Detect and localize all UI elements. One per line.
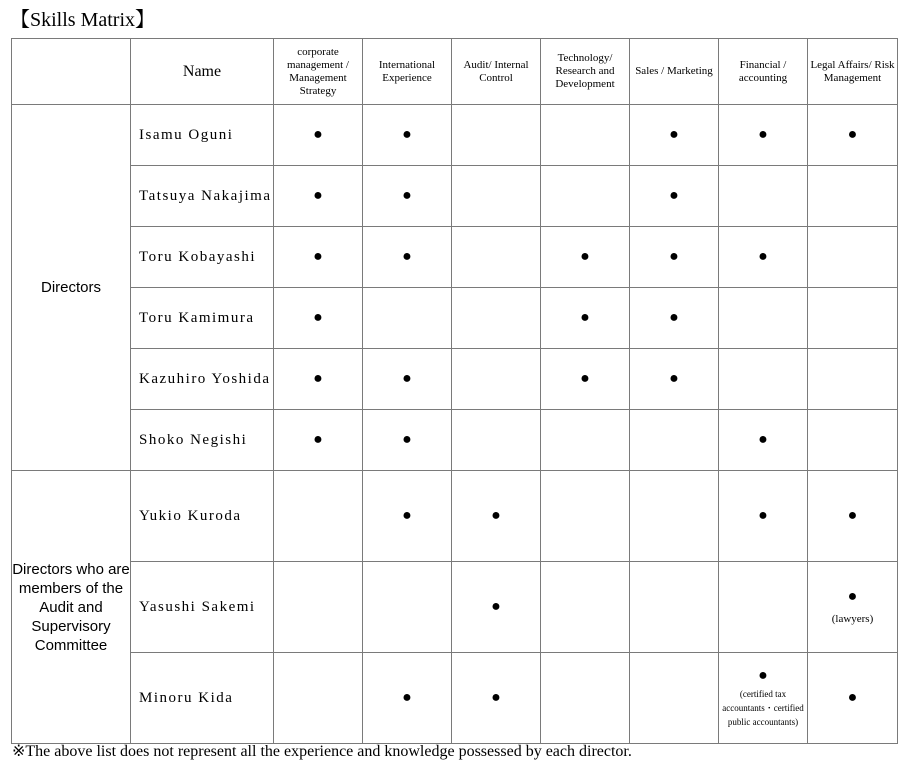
skill-marker-dot: ● (491, 598, 501, 615)
skill-cell (630, 471, 719, 562)
skill-cell (274, 410, 363, 471)
skill-cell (808, 653, 898, 744)
skill-cell (274, 288, 363, 349)
skill-cell (719, 653, 808, 744)
table-row (12, 349, 898, 410)
skill-marker-dot: ● (580, 370, 590, 387)
skill-marker-dot: ● (402, 431, 412, 448)
director-name: Yasushi Sakemi (131, 562, 274, 653)
skill-cell (274, 471, 363, 562)
skill-marker-dot: ● (313, 126, 323, 143)
skill-marker-dot: ● (402, 370, 412, 387)
skill-cell (274, 349, 363, 410)
table-row (12, 471, 898, 562)
skill-marker-dot: ● (402, 248, 412, 265)
table-row (12, 653, 898, 744)
skill-marker-dot: ● (313, 187, 323, 204)
skill-cell (719, 288, 808, 349)
skill-marker-dot: ● (847, 588, 858, 605)
skill-cell (719, 105, 808, 166)
skill-cell (541, 166, 630, 227)
skill-cell (274, 166, 363, 227)
skill-marker-dot: ● (402, 126, 412, 143)
skill-cell (808, 349, 898, 410)
skill-note: (certified tax accountants・certified public accountants) (722, 689, 804, 727)
skill-marker-dot: ● (847, 507, 858, 524)
skill-cell (630, 349, 719, 410)
skill-marker-dot: ● (402, 689, 412, 706)
table-row (12, 410, 898, 471)
skill-marker-dot: ● (313, 248, 323, 265)
footnote: ※The above list does not represent all the experience and knowledge possessed by each director. (12, 743, 632, 760)
skill-cell (630, 288, 719, 349)
skill-cell (541, 105, 630, 166)
corner-cell (12, 39, 131, 105)
skill-marker-dot: ● (669, 126, 679, 143)
skill-marker-dot: ● (758, 248, 768, 265)
skill-header-legal: Legal Affairs/ Risk Management (808, 39, 898, 105)
skill-marker-dot: ● (758, 126, 768, 143)
skill-cell (363, 288, 452, 349)
skill-cell (363, 349, 452, 410)
skill-marker-dot: ● (847, 126, 858, 143)
skill-cell (452, 227, 541, 288)
skill-marker-dot: ● (758, 431, 768, 448)
skill-marker-dot: ● (402, 507, 412, 524)
skill-marker-dot: ● (669, 309, 679, 326)
skill-marker-dot: ● (491, 507, 501, 524)
director-name: Minoru Kida (131, 653, 274, 744)
skill-marker-dot: ● (758, 667, 768, 684)
header-row (12, 39, 898, 105)
skill-marker-dot: ● (669, 187, 679, 204)
table-row (12, 105, 898, 166)
table-row (12, 227, 898, 288)
skill-note: (lawyers) (831, 613, 874, 625)
skill-cell (808, 166, 898, 227)
skill-header-audit: Audit/ Internal Control (452, 39, 541, 105)
table-row (12, 166, 898, 227)
skill-marker-dot: ● (758, 507, 768, 524)
skill-cell (808, 227, 898, 288)
skill-cell (808, 410, 898, 471)
skill-marker-dot: ● (669, 248, 679, 265)
skill-cell (630, 227, 719, 288)
page-title: 【Skills Matrix】 (10, 9, 156, 31)
skill-cell (719, 471, 808, 562)
skill-cell (363, 105, 452, 166)
skill-marker-dot: ● (313, 431, 323, 448)
skill-cell (630, 105, 719, 166)
matrix-body (12, 105, 898, 744)
director-name: Isamu Oguni (131, 105, 274, 166)
skill-header-management: corporate management / Management Strategy (274, 39, 363, 105)
table-row (12, 562, 898, 653)
skill-cell (363, 653, 452, 744)
skills-matrix-table (11, 38, 898, 744)
skill-cell (541, 562, 630, 653)
director-name: Toru Kamimura (131, 288, 274, 349)
skill-marker-dot: ● (847, 689, 858, 706)
skill-cell (630, 653, 719, 744)
skill-marker-dot: ● (313, 309, 323, 326)
skill-cell (541, 227, 630, 288)
skill-marker-dot: ● (580, 309, 590, 326)
skill-header-international: International Experience (363, 39, 452, 105)
skill-cell (452, 288, 541, 349)
skill-cell (541, 288, 630, 349)
skill-cell (719, 410, 808, 471)
skill-cell (274, 227, 363, 288)
skill-cell (808, 562, 898, 653)
skill-cell (719, 227, 808, 288)
skill-marker-dot: ● (402, 187, 412, 204)
skill-cell (452, 653, 541, 744)
director-name: Yukio Kuroda (131, 471, 274, 562)
skill-header-technology: Technology/ Research and Development (541, 39, 630, 105)
skill-cell (363, 410, 452, 471)
skill-cell (452, 105, 541, 166)
skill-cell (274, 105, 363, 166)
group-label: Directors who are members of the Audit and Supervisory Committee (12, 471, 131, 744)
skill-cell (719, 349, 808, 410)
skill-cell (630, 562, 719, 653)
skill-cell (719, 562, 808, 653)
skill-cell (808, 105, 898, 166)
skill-cell (541, 410, 630, 471)
skill-cell (630, 410, 719, 471)
skill-cell (719, 166, 808, 227)
director-name: Kazuhiro Yoshida (131, 349, 274, 410)
skill-cell (452, 562, 541, 653)
skill-cell (541, 653, 630, 744)
skill-cell (808, 471, 898, 562)
table-row (12, 288, 898, 349)
name-column-header: Name (131, 39, 274, 105)
skill-cell (274, 653, 363, 744)
skill-cell (452, 166, 541, 227)
skill-cell (452, 471, 541, 562)
director-name: Tatsuya Nakajima (131, 166, 274, 227)
skill-cell (363, 166, 452, 227)
skill-header-sales: Sales / Marketing (630, 39, 719, 105)
skill-cell (363, 227, 452, 288)
skill-marker-dot: ● (313, 370, 323, 387)
group-label: Directors (12, 105, 131, 471)
skill-cell (541, 349, 630, 410)
skill-cell (274, 562, 363, 653)
skill-cell (363, 471, 452, 562)
skill-cell (452, 349, 541, 410)
skill-marker-dot: ● (580, 248, 590, 265)
skill-cell (541, 471, 630, 562)
director-name: Toru Kobayashi (131, 227, 274, 288)
skill-cell (363, 562, 452, 653)
skill-cell (452, 410, 541, 471)
skill-header-financial: Financial / accounting (719, 39, 808, 105)
skill-cell (808, 288, 898, 349)
skill-marker-dot: ● (491, 689, 501, 706)
director-name: Shoko Negishi (131, 410, 274, 471)
skill-marker-dot: ● (669, 370, 679, 387)
skill-cell (630, 166, 719, 227)
